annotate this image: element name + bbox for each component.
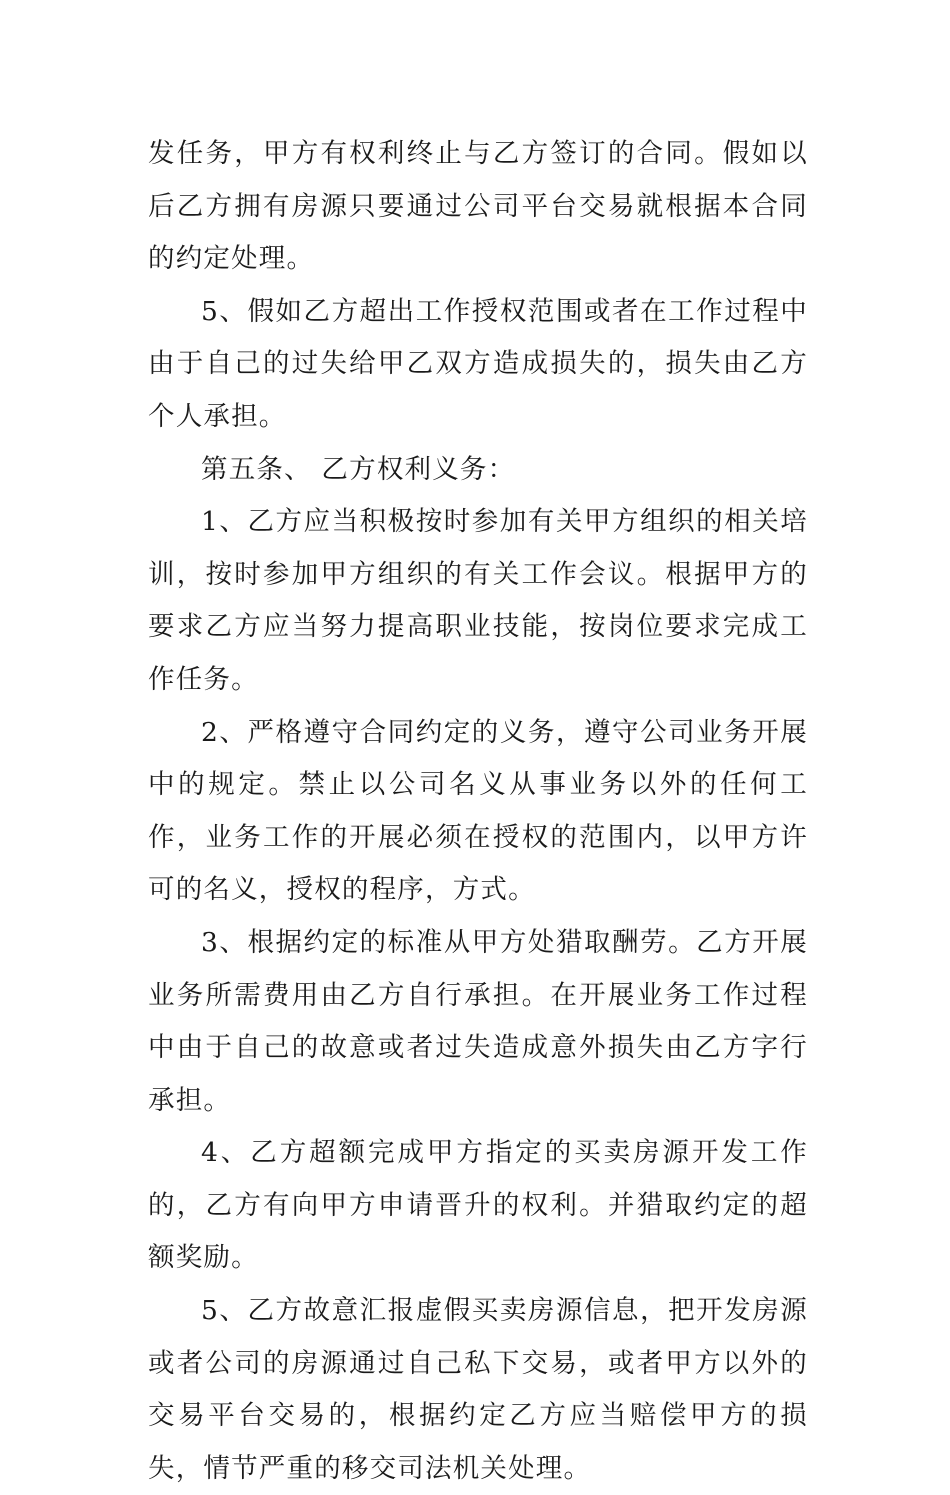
paragraph-continuation: 发任务，甲方有权利终止与乙方签订的合同。假如以后乙方拥有房源只要通过公司平台交易就根据本合同的约定处理。	[148, 138, 808, 275]
paragraph-clause-5-1: 1、乙方应当积极按时参加有关甲方组织的相关培训，按时参加甲方组织的有关工作会议。根据甲方的要求乙方应当努力提高职业技能，按岗位要求完成工作任务。	[148, 506, 808, 695]
paragraph-clause-4-5: 5、假如乙方超出工作授权范围或者在工作过程中由于自己的过失给甲乙双方造成损失的，损失由乙方个人承担。	[148, 295, 808, 432]
paragraph-clause-5-4: 4、乙方超额完成甲方指定的买卖房源开发工作的，乙方有向甲方申请晋升的权利。并猎取约定的超额奖励。	[148, 1137, 808, 1274]
paragraph-clause-5-5: 5、乙方故意汇报虚假买卖房源信息，把开发房源或者公司的房源通过自己私下交易，或者甲方以外的交易平台交易的，根据约定乙方应当赔偿甲方的损失，情节严重的移交司法机关处理。	[148, 1295, 808, 1484]
section-heading-article-5: 第五条、 乙方权利义务：	[201, 453, 516, 485]
paragraph-clause-5-3: 3、根据约定的标准从甲方处猎取酬劳。乙方开展业务所需费用由乙方自行承担。在开展业务工作过程中由于自己的故意或者过失造成意外损失由乙方字行承担。	[148, 926, 808, 1116]
document-body	[148, 128, 808, 1495]
paragraph-clause-5-2: 2、严格遵守合同约定的义务，遵守公司业务开展中的规定。禁止以公司名义从事业务以外的任何工作，业务工作的开展必须在授权的范围内，以甲方许可的名义，授权的程序，方式。	[148, 716, 808, 906]
